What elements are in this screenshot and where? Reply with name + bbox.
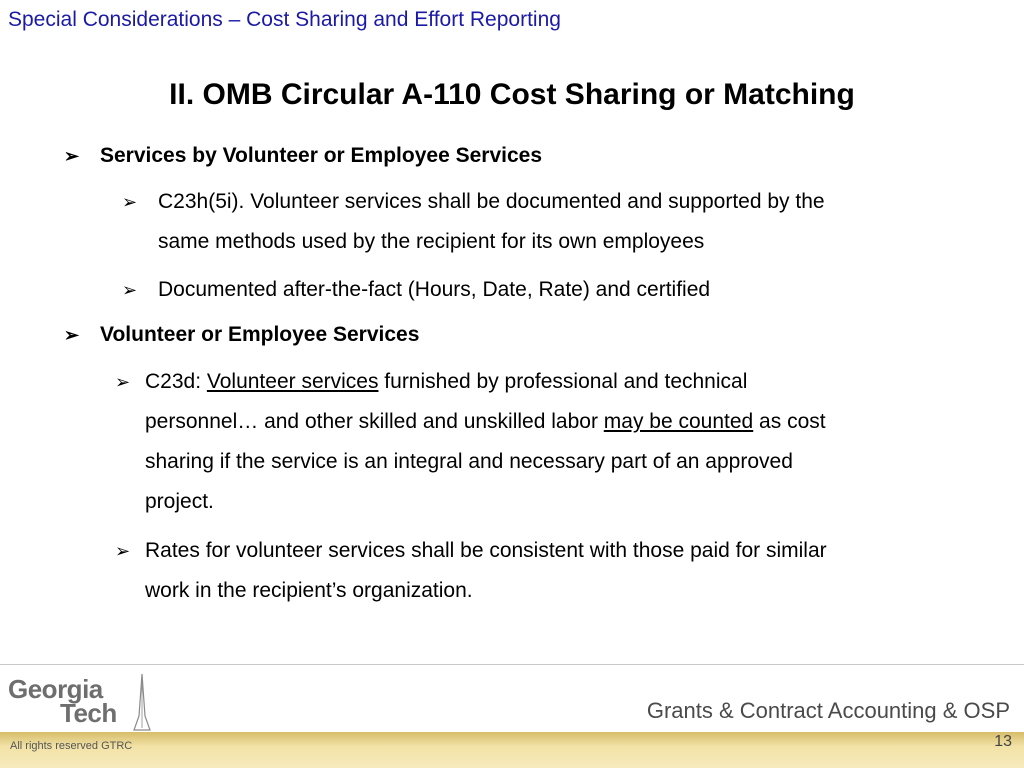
bullet-text-line: Documented after-the-fact (Hours, Date, Rate) and certified [158, 278, 711, 301]
bullet-text-line: C23d: Volunteer services furnished by professional and technical [145, 370, 748, 393]
bullet-text-line: sharing if the service is an integral and necessary part of an approved [145, 450, 793, 473]
section-heading-2: ➢ Volunteer or Employee Services [64, 315, 419, 355]
footer-bar [0, 732, 1024, 768]
footer-organization: Grants & Contract Accounting & OSP [646, 698, 1010, 723]
tower-icon [132, 672, 152, 732]
bullet-text-line: project. [145, 490, 214, 513]
bullet-arrow-icon: ➢ [64, 146, 80, 166]
bullet-item-1-1 [122, 182, 825, 262]
bullet-arrow-icon: ➢ [122, 280, 138, 300]
footer-divider [0, 664, 1024, 665]
copyright-text: All rights reserved GTRC [10, 740, 133, 752]
bullet-arrow-icon: ➢ [122, 192, 138, 212]
bullet-arrow-icon: ➢ [115, 541, 131, 561]
bullet-item-1-2 [122, 270, 710, 310]
bullet-text-line: work in the recipient’s organization. [145, 579, 473, 602]
bullet-text-line: Rates for volunteer services shall be consistent with those paid for similar [145, 539, 827, 562]
bullet-text-line: C23h(5i). Volunteer services shall be documented and supported by the [158, 190, 825, 213]
georgia-tech-logo: Georgia Tech [8, 672, 158, 732]
section-title: Special Considerations – Cost Sharing and Effort Reporting [8, 8, 561, 31]
underlined-term: may be counted [603, 410, 754, 433]
bullet-item-2-2 [115, 531, 827, 611]
bullet-item-2-1 [115, 362, 826, 522]
bullet-arrow-icon: ➢ [115, 372, 131, 392]
page-number: 13 [994, 733, 1012, 750]
underlined-term: Volunteer services [206, 370, 379, 393]
bullet-text-line: personnel… and other skilled and unskilled labor may be counted as cost [145, 410, 826, 433]
section-heading-1: ➢ Services by Volunteer or Employee Services [64, 136, 542, 176]
bullet-arrow-icon: ➢ [64, 325, 80, 345]
bullet-text-line: same methods used by the recipient for its own employees [158, 230, 705, 253]
slide-title: II. OMB Circular A-110 Cost Sharing or Matching [169, 78, 855, 111]
